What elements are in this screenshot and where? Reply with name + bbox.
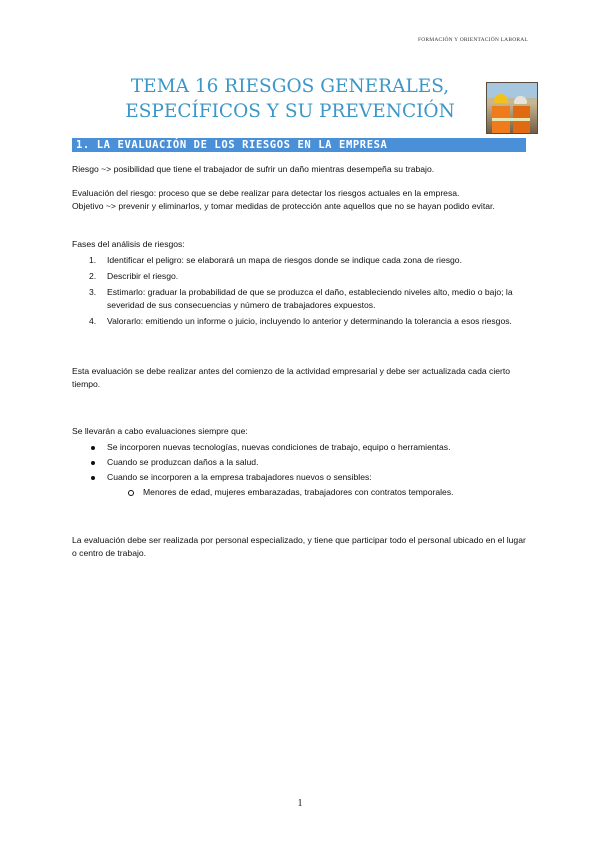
phases-list: [72, 254, 532, 331]
list-number: 2.: [89, 271, 97, 281]
list-item: [72, 471, 532, 484]
paragraph-personal: La evaluación debe ser realizada por personal especializado, y tiene que participar todo el personal ubicado en el lugar o centro de trabajo.: [72, 535, 526, 558]
list-item-text: Describir el riesgo.: [107, 271, 179, 281]
paragraph-riesgo: Riesgo ~> posibilidad que tiene el trabajador de sufrir un daño mientras desempeña su trabajo.: [72, 164, 435, 174]
list-item-text: Valorarlo: emitiendo un informe o juicio, incluyendo lo anterior y determinando la tolerancia a esos riesgos.: [107, 316, 512, 326]
conditions-list: [72, 441, 532, 501]
sub-list-item: [72, 486, 532, 499]
bullet-icon: [91, 476, 95, 480]
list-number: 3.: [89, 287, 97, 297]
list-item: [72, 270, 532, 283]
section-heading-bar: [72, 138, 526, 152]
page-number: 1: [297, 798, 303, 809]
list-item: [72, 286, 532, 312]
circle-bullet-icon: [128, 490, 134, 496]
title-line-2: ESPECÍFICOS Y SU PREVENCIÓN: [125, 101, 455, 122]
list-item-text: Cuando se produzcan daños a la salud.: [107, 457, 259, 467]
list-item-text: Se incorporen nuevas tecnologías, nuevas condiciones de trabajo, equipo o herramientas.: [107, 442, 451, 452]
list-item: [72, 315, 532, 328]
bullet-icon: [91, 461, 95, 465]
list-item-text: Menores de edad, mujeres embarazadas, trabajadores con contratos temporales.: [143, 487, 454, 497]
paragraph-fases-intro: Fases del análisis de riesgos:: [72, 239, 185, 249]
paragraph-siempre-intro: Se llevarán a cabo evaluaciones siempre que:: [72, 426, 248, 436]
paragraph-evaluacion: Evaluación del riesgo: proceso que se debe realizar para detectar los riesgos actuales en la empresa.: [72, 188, 460, 198]
page-title: [100, 74, 480, 124]
list-number: 4.: [89, 316, 97, 326]
list-item-text: Identificar el peligro: se elaborará un mapa de riesgos donde se indique cada zona de riesgo.: [107, 255, 462, 265]
section-heading: 1. LA EVALUACIÓN DE LOS RIESGOS EN LA EMPRESA: [76, 139, 388, 151]
list-item: [72, 441, 532, 454]
bullet-icon: [91, 446, 95, 450]
title-line-1: TEMA 16 RIESGOS GENERALES,: [130, 76, 450, 97]
list-item-text: Cuando se incorporen a la empresa trabajadores nuevos o sensibles:: [107, 472, 372, 482]
running-header: FORMACIÓN Y ORIENTACIÓN LABORAL: [417, 37, 528, 43]
list-item: [72, 254, 532, 267]
workers-safety-photo: [486, 82, 538, 134]
list-number: 1.: [89, 255, 97, 265]
paragraph-antes: Esta evaluación se debe realizar antes del comienzo de la actividad empresarial y debe ser actualizada cada cierto tiempo.: [72, 366, 511, 389]
paragraph-objetivo: Objetivo ~> prevenir y eliminarlos, y tomar medidas de protección ante aquellos que no se hayan podido evitar.: [72, 201, 495, 211]
list-item: [72, 456, 532, 469]
list-item-text: Estimarlo: graduar la probabilidad de que se produzca el daño, estableciendo niveles alto, medio o bajo; la severidad de sus consecuencias y número de trabajadores expuestos.: [107, 287, 513, 310]
